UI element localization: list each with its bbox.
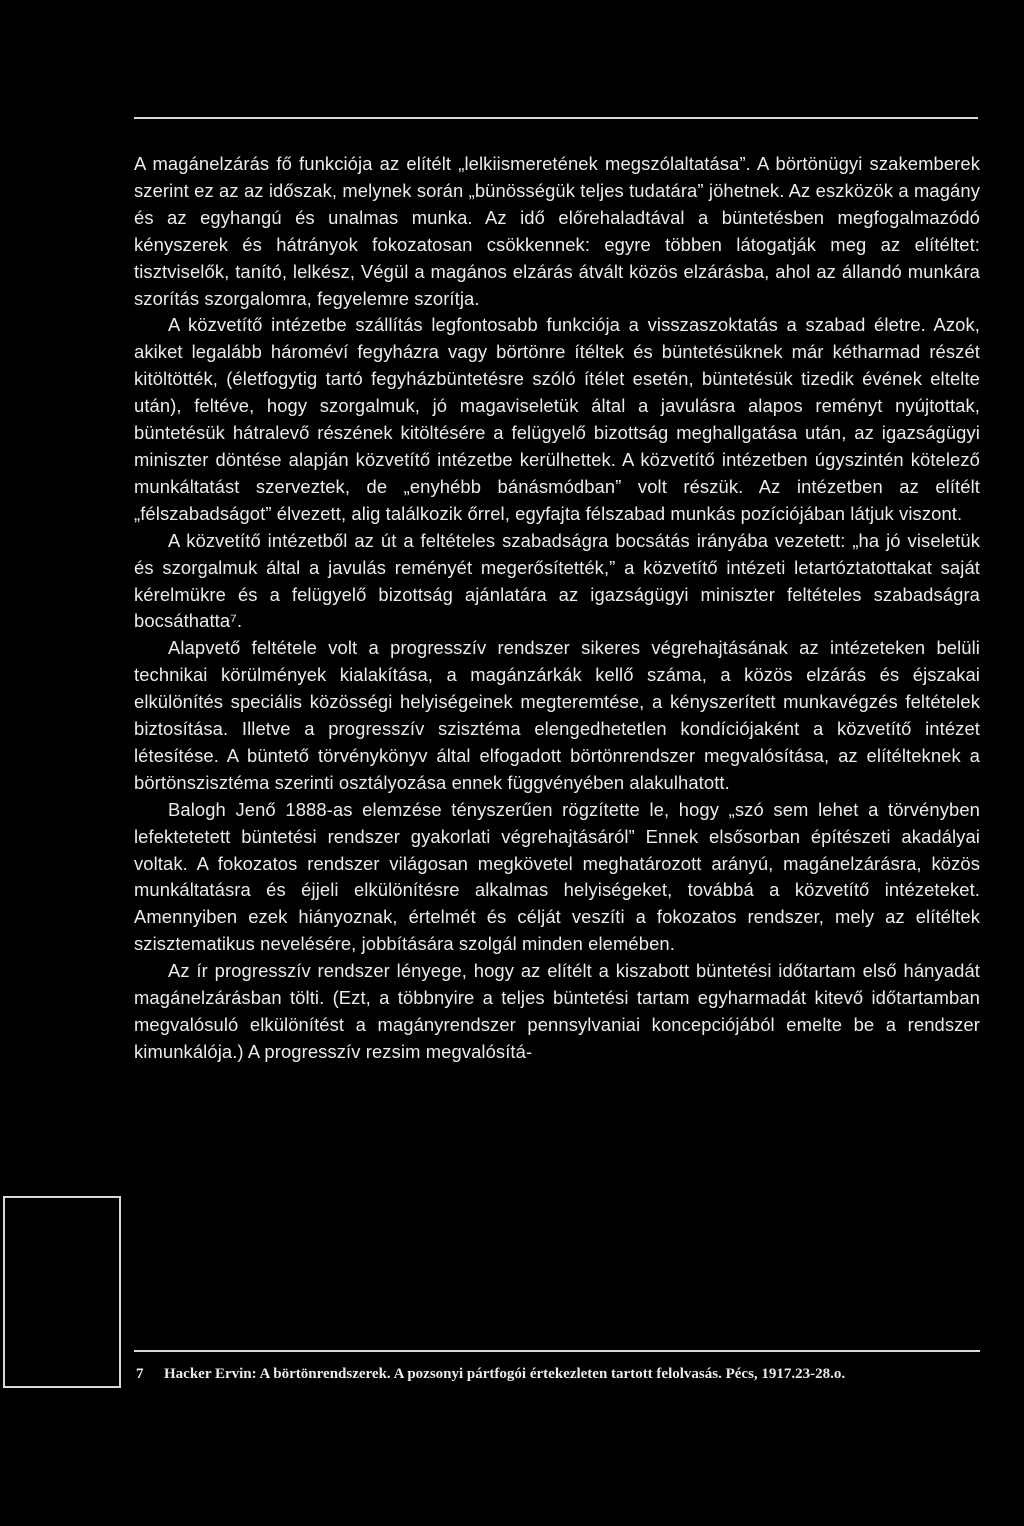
footnote-text: Hacker Ervin: A börtönrendszerek. A pozsonyi pártfogói értekezleten tartott felolvasás. Pécs, 1917.23-28.o. — [164, 1366, 846, 1382]
paragraph-3: A közvetítő intézetből az út a feltételes szabadságra bocsátás irányába vezetett: „ha jó viseletük és szorgalmuk által a javulás reményét megerősítették,” a közvetítő intézeti letartóztatottakat saját kérelmükre és a felügyelő bizottság ajánlatára az igazságügyi miniszter feltételes szabadságra bocsáthatta⁷. — [134, 529, 980, 632]
body-text — [134, 151, 980, 1066]
paragraph-4: Alapvető feltétele volt a progresszív rendszer sikeres végrehajtásának az intézeteken belüli technikai körülmények kialakítása, a magánzárkák kellő száma, a közös elzárás és éjszakai elkülönítés speciális közösségi helyiségeinek megteremtése, a kényszerített munkavégzés feltételek biztosítása. Illetve a progresszív szisztéma elengedhetetlen kondíciójaként a közvetítő intézet létesítése. A büntető törvénykönyv által elfogadott börtönrendszer megvalósítása, az elítélteknek a börtönszisztéma szerinti osztályozása ennek függvényében alakulhatott. — [134, 637, 980, 793]
footnote-number: 7 — [136, 1366, 144, 1382]
paragraph-2: A közvetítő intézetbe szállítás legfontosabb funkciója a visszaszoktatás a szabad életre. Azok, akiket legalább hároméví fegyházra vagy börtönre ítéltek és büntetésüknek már kétharmad részét kitöltötték, (életfogytig tartó fegyházbüntetésre szóló ítélet esetén, büntetésük tizedik évének eltelte után), feltéve, hogy szorgalmuk, jó magaviseletük által a javulásra alapos reményt nyújtottak, büntetésük hátralevő részének kitöltésére a felügyelő bizottság meghallgatása után, az igazságügyi miniszter döntése alapján közvetítő intézetbe kerülhettek. A közvetítő intézetben úgyszintén kötelező munkáltatást szerveztek, de „enyhébb bánásmódban” volt részük. Az intézetben az elítélt „félszabadságot” élvezett, alig találkozik őrrel, egyfajta félszabad munkás pozíciójában látjuk viszont. — [134, 314, 980, 524]
margin-box — [3, 1196, 121, 1388]
paragraph-1: A magánelzárás fő funkciója az elítélt „lelkiismeretének megszólaltatása”. A börtönügyi szakemberek szerint ez az az időszak, melynek során „bünösségük teljes tudatára” jöhetnek. Az eszközök a magány és az egyhangú és unalmas munka. Az idő előrehaladtával a büntetésben megfogalmazódó kényszerek és hátrányok fokozatosan csökkennek: egyre többen látogatják meg az elítéltet: tisztviselők, tanító, lelkész, Végül a magános elzárás átvált közös elzárásba, ahol az állandó munkára szorítás szorgalomra, fegyelemre szorítja. — [134, 153, 980, 309]
footnote-rule — [134, 1350, 980, 1352]
paragraph-6: Az ír progresszív rendszer lényege, hogy az elítélt a kiszabott büntetési időtartam első hányadát magánelzárásban tölti. (Ezt, a többnyire a teljes büntetési tartam egyharmadát kitevő időtartamban megvalósuló elkülönítést a magányrendszer pennsylvaniai koncepciójából emelte be a rendszer kimunkálója.) A progresszív rezsim megvalósítá- — [134, 960, 980, 1062]
footnote — [134, 1364, 980, 1384]
paragraph-5: Balogh Jenő 1888-as elemzése tényszerűen rögzítette le, hogy „szó sem lehet a törvényben lefektetetett büntetési rendszer gyakorlati végrehajtásáról” Ennek elsősorban építészeti akadályai voltak. A fokozatos rendszer világosan megkövetel meghatározott arányú, magánelzárásra, közös munkáltatásra és éjjeli elkülönítésre alkalmas helyiségeket, továbbá a közvetítő intézeteket. Amennyiben ezek hiányoznak, értelmét és célját veszíti a fokozatos rendszer, mely az elítéltek szisztematikus nevelésére, jobbítására szolgál minden elemében. — [134, 798, 980, 955]
top-rule — [134, 117, 978, 119]
